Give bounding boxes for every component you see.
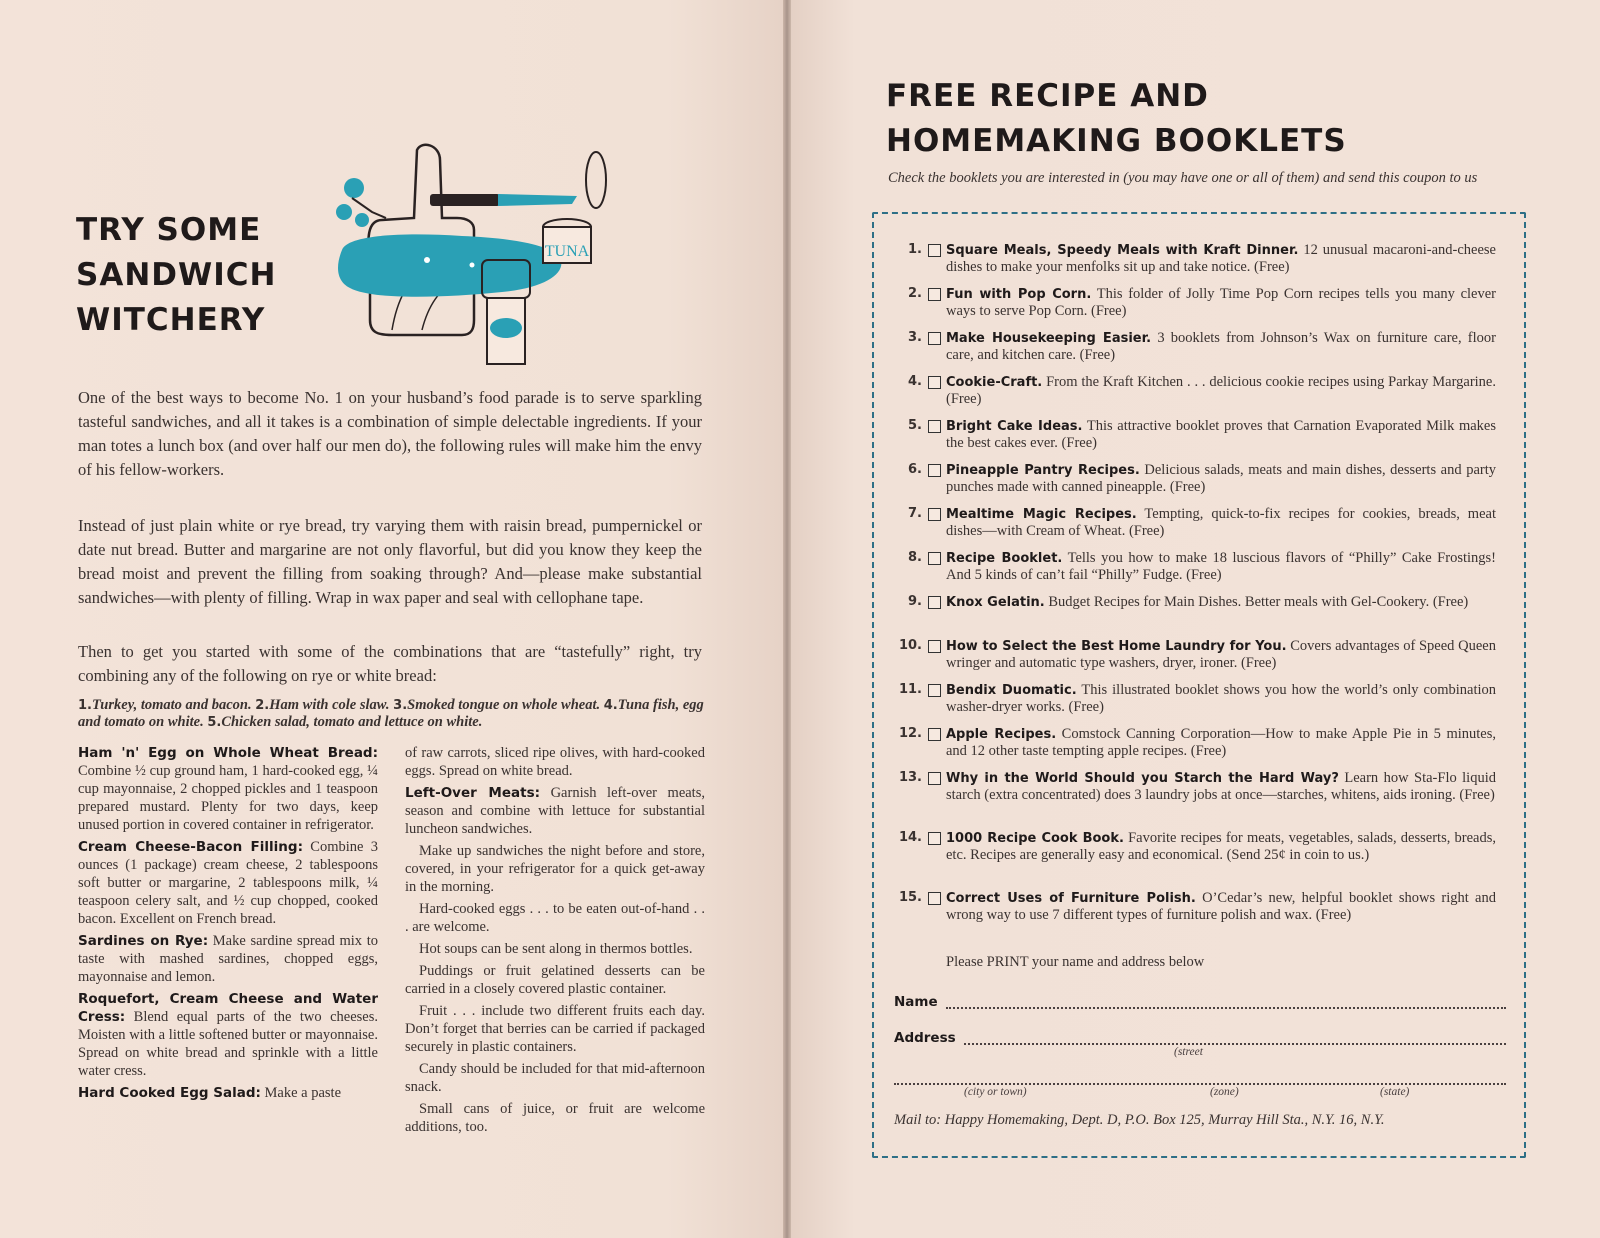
leaf-icon — [336, 204, 352, 220]
sandwich-illustration — [322, 140, 622, 372]
recipe-paragraph: Cream Cheese-Bacon Filling: Combine 3 ounces (1 package) cream cheese, 2 tablespoons soft butter or margarine, 2 tablespoons milk, ¼ teaspoon celery salt, and ½ cup chopped, cooked bacon. Excellent on French bread. — [78, 839, 378, 927]
loaf-dot — [470, 263, 475, 268]
recipe-paragraph: Puddings or fruit gelatined desserts can be carried in a closely covered plastic container. — [405, 963, 705, 997]
checkbox[interactable] — [928, 772, 941, 785]
recipe-paragraph: Small cans of juice, or fruit are welcome additions, too. — [405, 1101, 705, 1135]
checkbox[interactable] — [928, 288, 941, 301]
loaf-dot — [424, 257, 430, 263]
street-input-line[interactable] — [964, 1042, 1506, 1045]
recipe-paragraph: of raw carrots, sliced ripe olives, with hard-cooked eggs. Spread on white bread. — [405, 745, 705, 779]
checkbox[interactable] — [928, 508, 941, 521]
checkbox[interactable] — [928, 596, 941, 609]
mailing-address: Mail to: Happy Homemaking, Dept. D, P.O. Box 125, Murray Hill Sta., N.Y. 16, N.Y. — [894, 1112, 1385, 1128]
checkbox[interactable] — [928, 244, 941, 257]
shaker-label — [490, 318, 522, 338]
combo-item: 2.Ham with cole slaw. — [255, 697, 390, 713]
combination-list — [78, 697, 704, 731]
checkbox[interactable] — [928, 376, 941, 389]
checkbox[interactable] — [928, 552, 941, 565]
name-input-line[interactable] — [946, 1006, 1506, 1009]
recipe-paragraph: Hot soups can be sent along in thermos bottles. — [419, 941, 693, 957]
recipe-paragraph: Sardines on Rye: Make sardine spread mix to taste with mashed sardines, chopped eggs, mayonnaise and lemon. — [78, 933, 378, 985]
checkbox[interactable] — [928, 684, 941, 697]
knife-handle — [430, 194, 500, 206]
combo-item: 5.Chicken salad, tomato and lettuce on white. — [207, 714, 483, 730]
intro-paragraph-1: One of the best ways to become No. 1 on your husband’s food parade is to serve sparkling tasteful sandwiches, and all it takes is a combination of simple delectable ingredients. If your man totes a lunch box (and over half our men do), the following rules will make him the envy of his fellow-workers. — [78, 388, 702, 479]
knife-blade — [498, 194, 577, 206]
combo-item: 1.Turkey, tomato and bacon. — [78, 697, 252, 713]
recipe-paragraph: Roquefort, Cream Cheese and Water Cress: Blend equal parts of the two cheeses. Moisten with a little softened butter or mayonnaise. Spread on white bread and sprinkle with a little water cress. — [78, 991, 378, 1079]
checkbox[interactable] — [928, 892, 941, 905]
tuna-label: TUNA — [544, 243, 590, 260]
street-caption: (street — [1174, 1046, 1203, 1058]
recipe-column-1 — [78, 744, 378, 1106]
state-caption: (state) — [1380, 1086, 1410, 1098]
name-label: Name — [894, 994, 938, 1010]
checkbox[interactable] — [928, 420, 941, 433]
intro-paragraph-3: Then to get you started with some of the combinations that are “tastefully” right, try combining any of the following on rye or white bread: — [78, 642, 702, 685]
recipe-paragraph: Hard-cooked eggs . . . to be eaten out-of-hand . . . are welcome. — [405, 901, 705, 935]
checkbox[interactable] — [928, 640, 941, 653]
left-page-title: TRY SOME SANDWICH WITCHERY — [76, 212, 277, 338]
recipe-paragraph: Left-Over Meats: Garnish left-over meats, season and combine with lettuce for substantial luncheon sandwiches. — [405, 785, 705, 837]
city-input-line[interactable] — [894, 1082, 1506, 1085]
open-can-lid — [586, 152, 606, 208]
title-line-1: FREE RECIPE AND — [886, 78, 1209, 114]
recipe-paragraph: Fruit . . . include two different fruits each day. Don’t forget that berries can be carried if packaged securely in plastic containers. — [405, 1003, 705, 1055]
checkbox[interactable] — [928, 464, 941, 477]
checkbox[interactable] — [928, 332, 941, 345]
combo-item: 3.Smoked tongue on whole wheat. — [393, 697, 601, 713]
right-page-title — [886, 74, 1546, 164]
book-spine — [783, 0, 791, 1238]
address-label: Address — [894, 1030, 956, 1046]
zone-caption: (zone) — [1210, 1086, 1239, 1098]
print-note: Please PRINT your name and address below — [946, 954, 1205, 970]
recipe-column-2 — [405, 744, 705, 1140]
coupon-instructions: Check the booklets you are interested in (you may have one or all of them) and send this coupon to us — [888, 170, 1478, 186]
recipe-paragraph: Candy should be included for that mid-afternoon snack. — [405, 1061, 705, 1095]
stem — [352, 198, 386, 218]
recipe-paragraph: Make up sandwiches the night before and store, covered, in your refrigerator for a quick get-away in the morning. — [405, 843, 705, 895]
recipe-paragraph: Ham 'n' Egg on Whole Wheat Bread: Combine ½ cup ground ham, 1 hard-cooked egg, ¼ cup mayonnaise, 2 chopped pickles and 1 teaspoon prepared mustard. Plenty for two days, keep unused portion in covered container in refrigerator. — [78, 745, 378, 833]
combo-item: 4.Tuna fish, egg and tomato on white. — [78, 697, 704, 730]
leaf-icon — [355, 213, 369, 227]
leaf-icon — [344, 178, 364, 198]
bread-loaf — [338, 234, 561, 296]
recipe-paragraph: Hard Cooked Egg Salad: Make a paste — [78, 1085, 342, 1101]
checkbox[interactable] — [928, 832, 941, 845]
coupon-form: 1. Square Meals, Speedy Meals with Kraft Dinner. 12 unusual macaroni-and-cheese dishes to make your menfolks sit up and take notice. (Free) 2. Fun with Pop Corn. This folder of Jolly Time Pop Corn recipes tells you many clever ways to serve Pop Corn. (Free) 3. Make Housekeeping Easier. 3 booklets from Johnson’s Wax on furniture care, floor care, and kitchen care. (Free) 4. Cookie-Craft. From the Kraft Kitchen . . . delicious cookie recipes using Parkay Margarine. (Free) 5. Bright Cake Ideas. This attractive booklet proves that Carnation Evaporated Milk makes the best cakes ever. (Free) 6. Pineapple Pantry Recipes. Delicious salads, meats and main dishes, desserts and party punches made with canned pineapple. (Free) 7. Mealtime Magic Recipes. Tempting, quick-to-fix recipes for cookies, breads, meat dishes—with Cream of Wheat. (Free) 8. Recipe Booklet. Tells you how to make 18 luscious flavors of “Philly” Cake Frostings! And 5 kinds of can’t fail “Philly” Fudge. (Free) 9. Knox Gelatin. Budget Recipes for Main Dishes. Better meals with Gel-Cookery. (Free) 10. How to Select the Best Home Laundry for You. Covers advantages of Speed Queen wringer and automatic type washers, dryer, ironer. (Free) 11. Bendix Duomatic. This illustrated booklet shows you how the world’s only combination washer-dryer works. (Free) 12. Apple Recipes. Comstock Canning Corporation—How to make Apple Pie in 5 minutes, and 12 other taste tempting apple recipes. (Free) 13. Why in the World Should you Starch the Hard Way? Learn how Sta-Flo liquid starch (extra concentrated) does 3 laundry jobs at once—starches, whitens, aids ironing. (Free) 14. 1000 Recipe Cook Book. Favorite recipes for meats, vegetables, salads, desserts, breads, etc. Recipes are generally easy and economical. (Send 25¢ in coin to us.) 15. Correct Uses of Furniture Polish. O’Cedar’s new, helpful booklet shows right and wrong way to use 7 different types of furniture polish and wax. (Free) Please PRINT your name and address below Name Address (street (city or town) (zone) (state) Mail to: Happy Homemaking, Dept. D, P.O. Box 125, Murray Hill Sta., N.Y. 16, N.Y. — [872, 212, 1526, 1158]
title-line-2: HOMEMAKING BOOKLETS — [886, 123, 1347, 159]
checkbox[interactable] — [928, 728, 941, 741]
city-caption: (city or town) — [964, 1086, 1027, 1098]
intro-paragraph-2: Instead of just plain white or rye bread, try varying them with raisin bread, pumpernickel or date nut bread. Butter and margarine are not only flavorful, but did you know they keep the bread moist and prevent the filling from soaking through? And—please make substantial sandwiches—with plenty of filling. Wrap in wax paper and seal with cellophane tape. — [78, 516, 702, 607]
